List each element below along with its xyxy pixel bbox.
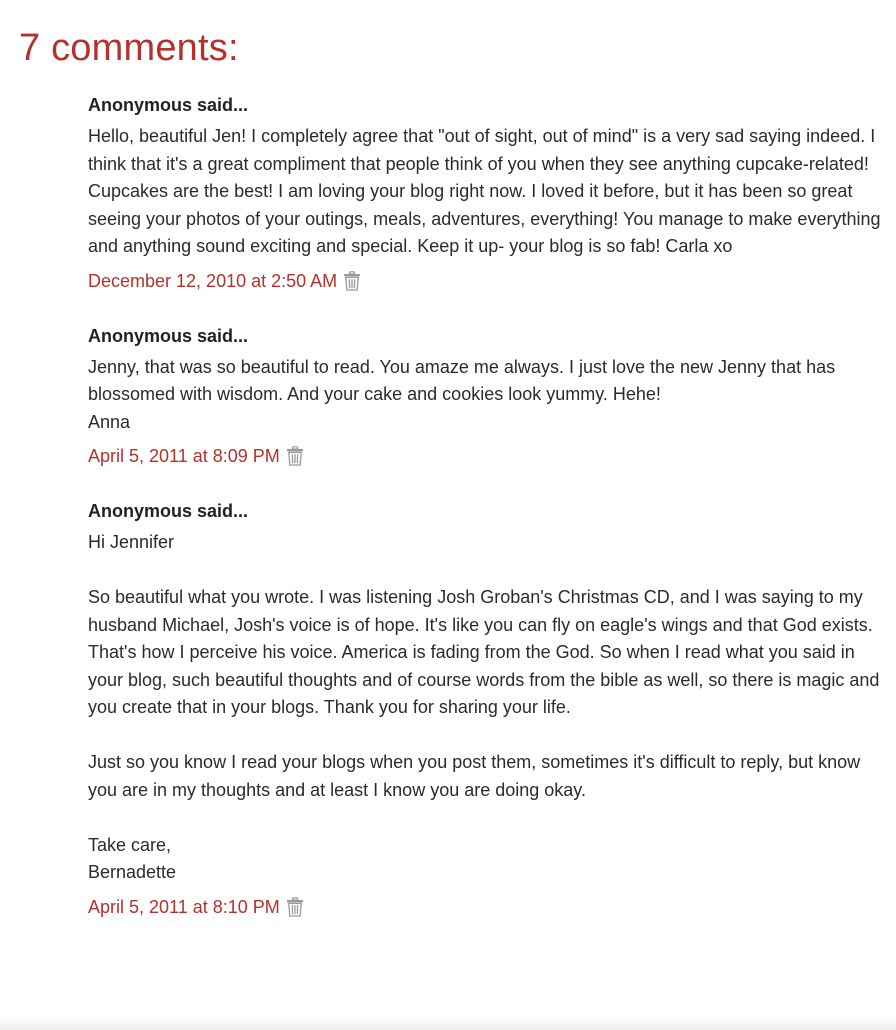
- comment-meta: [88, 443, 884, 469]
- comments-heading: 7 comments:: [19, 27, 239, 69]
- comment-paragraph: Take care, Bernadette: [88, 834, 177, 882]
- comment-meta: [88, 268, 884, 294]
- comment-author: Anonymous said...: [88, 501, 249, 521]
- comment-body: [88, 529, 884, 887]
- trash-icon[interactable]: [286, 897, 304, 917]
- comment-author: Anonymous said...: [88, 95, 249, 115]
- comment-2: [88, 323, 884, 470]
- comment-paragraph: Just so you know I read your blogs when you post them, sometimes it's difficult to reply, but know you are in my thoughts and at least I know you are doing okay.: [88, 752, 861, 800]
- comment-paragraph: Hello, beautiful Jen! I completely agree that "out of sight, out of mind" is a very sad saying indeed. I think that it's a great compliment that people think of you when they see anything cupcake-related! Cupcakes are the best! I am loving your blog right now. I loved it before, but it has been so great seeing your photos of your outings, meals, adventures, everything! You manage to make everything and anything sound exciting and special. Keep it up- your blog is so fab! Carla xo: [88, 126, 881, 256]
- comment-paragraph: Hi Jennifer: [88, 532, 175, 552]
- comment-meta: [88, 894, 884, 920]
- trash-icon[interactable]: [286, 446, 304, 466]
- comment-paragraph: So beautiful what you wrote. I was listening Josh Groban's Christmas CD, and I was saying to my husband Michael, Josh's voice is of hope. It's like you can fly on eagle's wings and that God exists. That's how I perceive his voice. America is fading from the God. So when I read what you said in your blog, such beautiful thoughts and of course words from the bible as well, so there is magic and you create that in your blogs. Thank you for sharing your life.: [88, 587, 880, 717]
- trash-icon[interactable]: [343, 271, 361, 291]
- comment-timestamp-link[interactable]: April 5, 2011 at 8:10 PM: [88, 896, 280, 917]
- comment-body: [88, 123, 884, 261]
- comment-body: [88, 354, 884, 437]
- comment-3: [88, 498, 884, 920]
- comment-1: [88, 92, 884, 294]
- comment-author: Anonymous said...: [88, 325, 249, 346]
- comment-timestamp-link[interactable]: December 12, 2010 at 2:50 AM: [88, 270, 338, 291]
- comment-paragraph: Jenny, that was so beautiful to read. You amaze me always. I just love the new Jenny that has blossomed with wisdom. And your cake and cookies look yummy. Hehe! Anna: [88, 356, 836, 432]
- bottom-fade: [0, 1016, 896, 1030]
- comment-list: [88, 92, 884, 949]
- comment-timestamp-link[interactable]: April 5, 2011 at 8:09 PM: [88, 446, 280, 466]
